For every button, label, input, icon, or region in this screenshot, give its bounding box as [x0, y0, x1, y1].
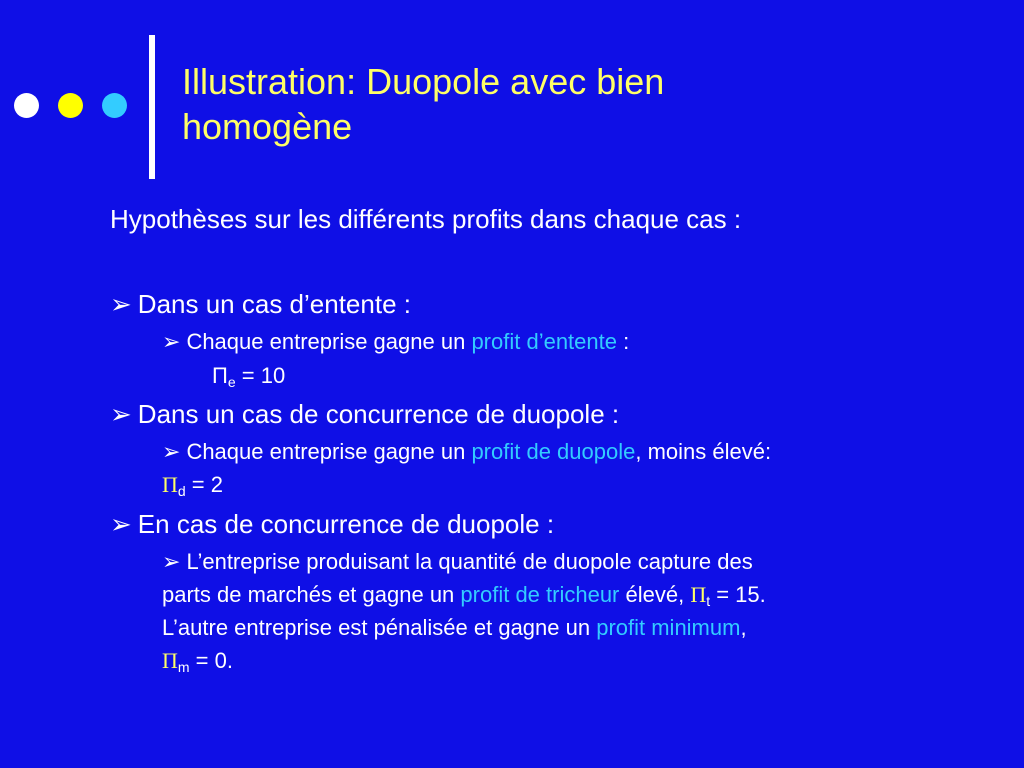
pi-subscript: m	[177, 659, 190, 675]
slide-title	[182, 59, 982, 149]
arrow-bullet-icon: ➢	[110, 399, 132, 429]
dot-cyan	[102, 93, 127, 118]
arrow-bullet-icon: ➢	[162, 439, 181, 464]
pi-symbol: Π	[690, 582, 707, 607]
pi-subscript: e	[227, 374, 236, 390]
decorative-dots	[14, 93, 127, 118]
pi-subscript: t	[706, 593, 711, 609]
pi-value: = 0.	[189, 648, 233, 673]
case-2-sub-text: Chaque entreprise gagne un	[186, 439, 472, 464]
case-3-line3-post: ,	[740, 615, 747, 640]
pi-symbol: Π	[212, 363, 228, 388]
arrow-bullet-icon: ➢	[110, 509, 132, 539]
slide-title-line1: Illustration: Duopole avec bien	[182, 61, 665, 102]
case-2-profit-label: profit de duopole	[471, 439, 636, 464]
case-1-sub-post: :	[616, 329, 630, 354]
pi-value: = 10	[235, 363, 286, 388]
case-1-formula	[212, 363, 285, 390]
case-1-heading-text: Dans un cas d’entente :	[137, 289, 411, 319]
case-2-sub-post: , moins élevé:	[635, 439, 772, 464]
pi-value: = 2	[185, 472, 223, 497]
case-2-sub	[162, 439, 771, 465]
case-3-line3-text: L’autre entreprise est pénalisée et gagne un	[162, 615, 597, 640]
case-3-sub-line1	[162, 549, 753, 575]
case-3-line2-mid: élevé,	[619, 582, 691, 607]
case-3-sub-line3	[162, 615, 747, 641]
case-2-heading	[110, 399, 619, 430]
arrow-bullet-icon: ➢	[162, 549, 181, 574]
case-1-sub	[162, 329, 629, 355]
case-1-sub-text: Chaque entreprise gagne un	[186, 329, 472, 354]
dot-yellow	[58, 93, 83, 118]
case-3-heading	[110, 509, 554, 540]
arrow-bullet-icon: ➢	[162, 329, 181, 354]
pi-subscript: d	[177, 483, 186, 499]
arrow-bullet-icon: ➢	[110, 289, 132, 319]
case-3-formula	[162, 648, 233, 675]
case-2-formula	[162, 472, 223, 499]
pi-value: = 15.	[710, 582, 766, 607]
case-1-heading	[110, 289, 411, 320]
case-2-heading-text: Dans un cas de concurrence de duopole :	[137, 399, 620, 429]
case-3-sub-text: L’entreprise produisant la quantité de duopole capture des	[186, 549, 753, 574]
case-1-profit-label: profit d’entente	[471, 329, 617, 354]
case-3-minimum-label: profit minimum	[596, 615, 741, 640]
pi-symbol: Π	[162, 472, 178, 497]
case-3-line2-text: parts de marchés et gagne un	[162, 582, 461, 607]
slide-title-line2: homogène	[182, 106, 353, 147]
case-3-heading-text: En cas de concurrence de duopole :	[137, 509, 555, 539]
dot-white	[14, 93, 39, 118]
intro-text: Hypothèses sur les différents profits dans chaque cas :	[110, 204, 742, 234]
pi-symbol: Π	[162, 648, 178, 673]
title-divider	[149, 35, 155, 179]
case-3-cheater-label: profit de tricheur	[460, 582, 620, 607]
case-3-sub-line2	[162, 582, 766, 609]
